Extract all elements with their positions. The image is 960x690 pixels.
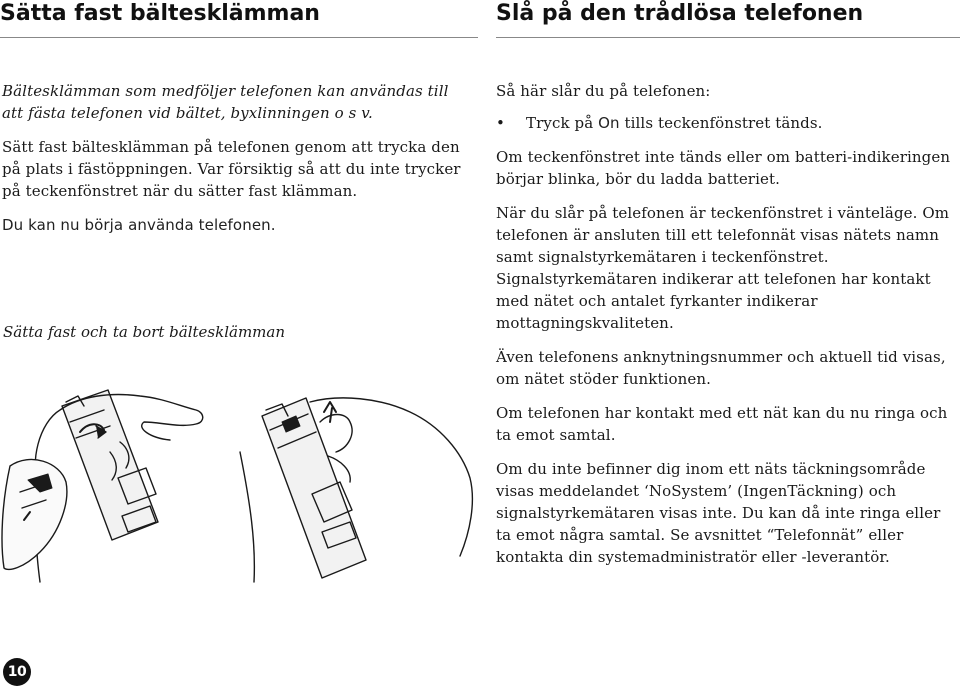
power-on-intro: Så här slår du på telefonen:	[496, 82, 711, 100]
page-number-badge: 10	[3, 658, 31, 686]
phone-left-drawing	[62, 390, 158, 540]
header-rule-right	[496, 37, 960, 38]
standby-description: När du slår på telefonen är teckenfönstret i vänteläge. Om telefonen är ansluten till ett telefonnät visas nätets namn samt signalstyrkemätaren i teckenfönstret. Signalstyrkemätaren indikerar att telefonen har kontakt med nätet och antalet fyrkanter indikerar mottagningskvaliteten.	[496, 204, 950, 332]
ready-to-use-text: Du kan nu börja använda telefonen.	[2, 216, 276, 234]
belt-clip-illustration	[0, 382, 478, 590]
header-rule-left	[0, 37, 478, 38]
section-title-belt-clip: Sätta fast bältesklämman	[0, 1, 320, 26]
belt-clip-intro: Bältesklämman som medföljer telefonen kan användas till att fästa telefonen vid bältet, byxlinningen o s v.	[2, 82, 449, 122]
power-on-step-text	[526, 112, 823, 134]
bullet-point: •	[496, 114, 505, 132]
on-key-label: On	[598, 114, 620, 132]
belt-clip-instruction: Sätt fast bältesklämman på telefonen genom att trycka den på plats i fästöppningen. Var försiktig så att du inte trycker på teckenfönstret när du sätter fast klämman.	[2, 138, 461, 200]
no-coverage-note: Om du inte befinner dig inom ett näts täckningsområde visas meddelandet ‘NoSystem’ (IngenTäckning) och signalstyrkemätaren visas inte. Du kan då inte ringa eller ta emot några samtal. Se avsnittet “Telefonnät” eller kontakta din systemadministratör eller -leverantör.	[496, 460, 941, 566]
call-ready-note: Om telefonen har kontakt med ett nät kan du nu ringa och ta emot samtal.	[496, 404, 948, 444]
right-column	[496, 80, 958, 580]
extension-time-note: Även telefonens anknytningsnummer och aktuell tid visas, om nätet stöder funktionen.	[496, 348, 946, 388]
section-title-power-on: Slå på den trådlösa telefonen	[496, 1, 864, 26]
step-suffix: tills teckenfönstret tänds.	[619, 114, 823, 132]
phone-right-drawing	[262, 398, 366, 578]
battery-note: Om teckenfönstret inte tänds eller om batteri-indikeringen börjar blinka, bör du ladda batteriet.	[496, 148, 951, 188]
illustration-caption: Sätta fast och ta bort bältesklämman	[3, 323, 285, 341]
clip-detail-inset	[2, 459, 67, 569]
step-prefix: Tryck på	[526, 114, 599, 132]
power-on-step	[496, 112, 958, 134]
left-column	[2, 80, 472, 248]
